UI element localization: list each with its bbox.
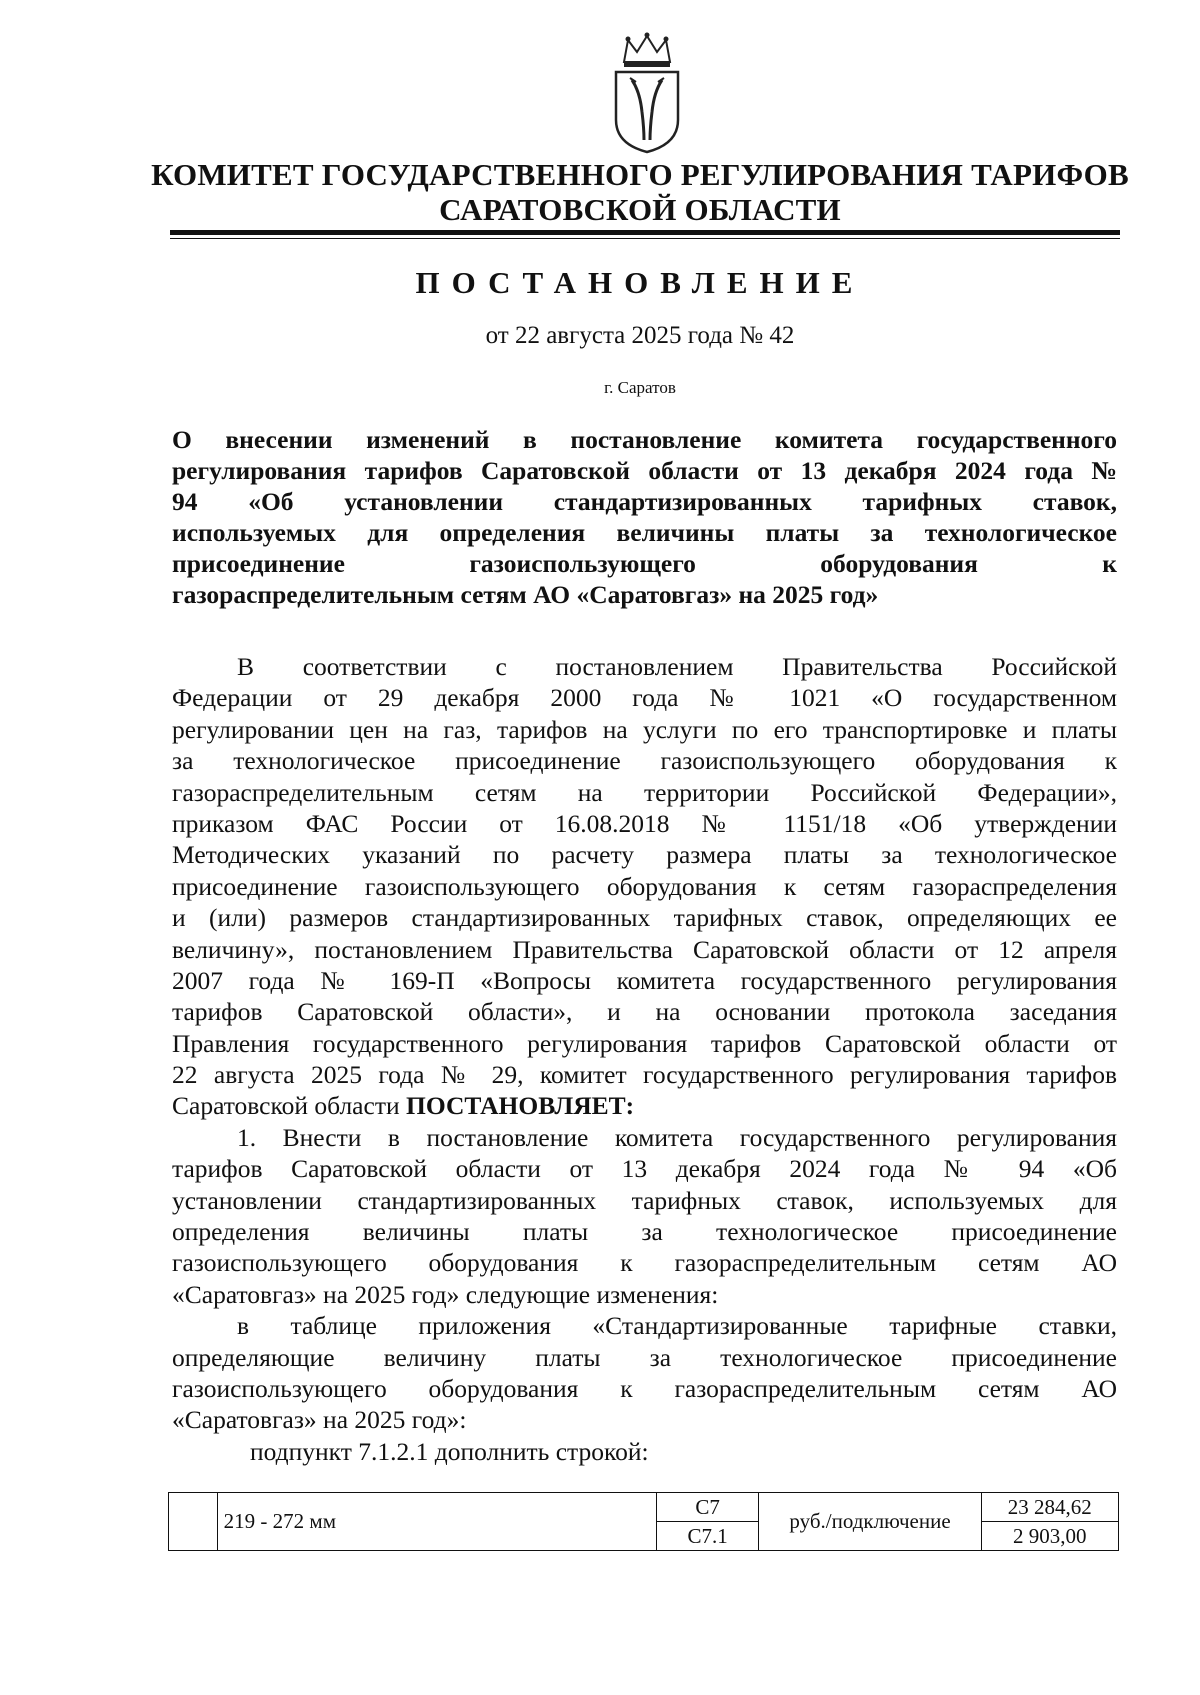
resolves-keyword: ПОСТАНОВЛЯЕТ: — [405, 1091, 635, 1121]
coat-of-arms-icon — [610, 32, 684, 154]
org-name-line2: САРАТОВСКОЙ ОБЛАСТИ — [439, 192, 841, 227]
document-date-number: от 22 августа 2025 года № 42 — [485, 322, 795, 349]
body-line: газоиспользующего оборудования к газораспределительным сетям АО — [172, 1373, 1117, 1403]
table-cell-code: С7 — [656, 1493, 759, 1522]
body-line: «Саратовгаз» на 2025 год» следующие изменения: — [172, 1279, 719, 1309]
table-cell-empty — [169, 1493, 218, 1551]
title-line: 94 «Об установлении стандартизированных тарифных ставок, — [172, 487, 1117, 516]
table-cell-value: 2 903,00 — [981, 1522, 1118, 1551]
org-name-line1: КОМИТЕТ ГОСУДАРСТВЕННОГО РЕГУЛИРОВАНИЯ ТАРИФОВ — [151, 157, 1129, 192]
header-rule-thick — [170, 230, 1120, 235]
body-line: 22 августа 2025 года № 29, комитет государственного регулирования тарифов — [172, 1060, 1117, 1090]
title-line: присоединение газоиспользующего оборудования к — [172, 549, 1117, 578]
table-cell-value: 23 284,62 — [981, 1493, 1118, 1522]
body-line: 1. Внести в постановление комитета государственного регулирования — [237, 1122, 1117, 1152]
body-line: Федерации от 29 декабря 2000 года № 1021 «О государственном — [172, 683, 1117, 713]
document-title — [172, 424, 1117, 610]
table-row — [169, 1493, 1119, 1522]
table-cell-code: С7.1 — [656, 1522, 759, 1551]
title-line: газораспределительным сетям АО «Саратовгаз» на 2025 год» — [172, 580, 879, 609]
table-cell-unit: руб./подключение — [759, 1493, 981, 1551]
body-line: тарифов Саратовской области», и на основании протокола заседания — [172, 997, 1117, 1027]
body-line: Саратовской области — [172, 1091, 400, 1121]
body-line: установлении стандартизированных тарифных ставок, используемых для — [172, 1185, 1117, 1215]
title-line: регулирования тарифов Саратовской области от 13 декабря 2024 года № — [172, 456, 1117, 485]
body-line: определяющие величину платы за технологическое присоединение — [172, 1342, 1117, 1372]
body-line: 2007 года № 169-П «Вопросы комитета государственного регулирования — [172, 965, 1117, 995]
body-line: В соответствии с постановлением Правительства Российской — [237, 652, 1117, 681]
body-line: подпункт 7.1.2.1 дополнить строкой: — [250, 1436, 649, 1466]
body-line: тарифов Саратовской области от 13 декабря 2024 года № 94 «Об — [172, 1154, 1117, 1184]
body-line: регулировании цен на газ, тарифов на услуги по его транспортировке и платы — [172, 714, 1117, 744]
document-place: г. Саратов — [604, 378, 676, 397]
body-line: и (или) размеров стандартизированных тарифных ставок, определяющих ее — [172, 903, 1117, 933]
body-line-resolves — [172, 1090, 1117, 1121]
document-type: ПОСТАНОВЛЕНИЕ — [415, 265, 865, 300]
body-line: за технологическое присоединение газоиспользующего оборудования к — [172, 746, 1117, 776]
body-line: в таблице приложения «Стандартизированные тарифные ставки, — [237, 1311, 1117, 1341]
body-line: приказом ФАС России от 16.08.2018 № 1151/18 «Об утверждении — [172, 808, 1117, 838]
table-cell-diameter: 219 - 272 мм — [217, 1493, 656, 1551]
title-line: используемых для определения величины платы за технологическое — [172, 518, 1117, 547]
body-line: Правления государственного регулирования тарифов Саратовской области от — [172, 1028, 1117, 1058]
body-line: величину», постановлением Правительства Саратовской области от 12 апреля — [172, 934, 1117, 964]
title-line: О внесении изменений в постановление комитета государственного — [172, 425, 1117, 454]
rate-table — [168, 1492, 1119, 1551]
body-line: «Саратовгаз» на 2025 год»: — [172, 1405, 467, 1435]
body-line: газораспределительным сетям на территории Российской Федерации», — [172, 777, 1117, 807]
header-rule-thin — [170, 238, 1120, 239]
body-line: присоединение газоиспользующего оборудования к сетям газораспределения — [172, 871, 1117, 901]
body-line: Методических указаний по расчету размера платы за технологическое — [172, 840, 1117, 870]
document-body — [172, 651, 1117, 1467]
body-line: газоиспользующего оборудования к газораспределительным сетям АО — [172, 1248, 1117, 1278]
body-line: определения величины платы за технологическое присоединение — [172, 1217, 1117, 1247]
